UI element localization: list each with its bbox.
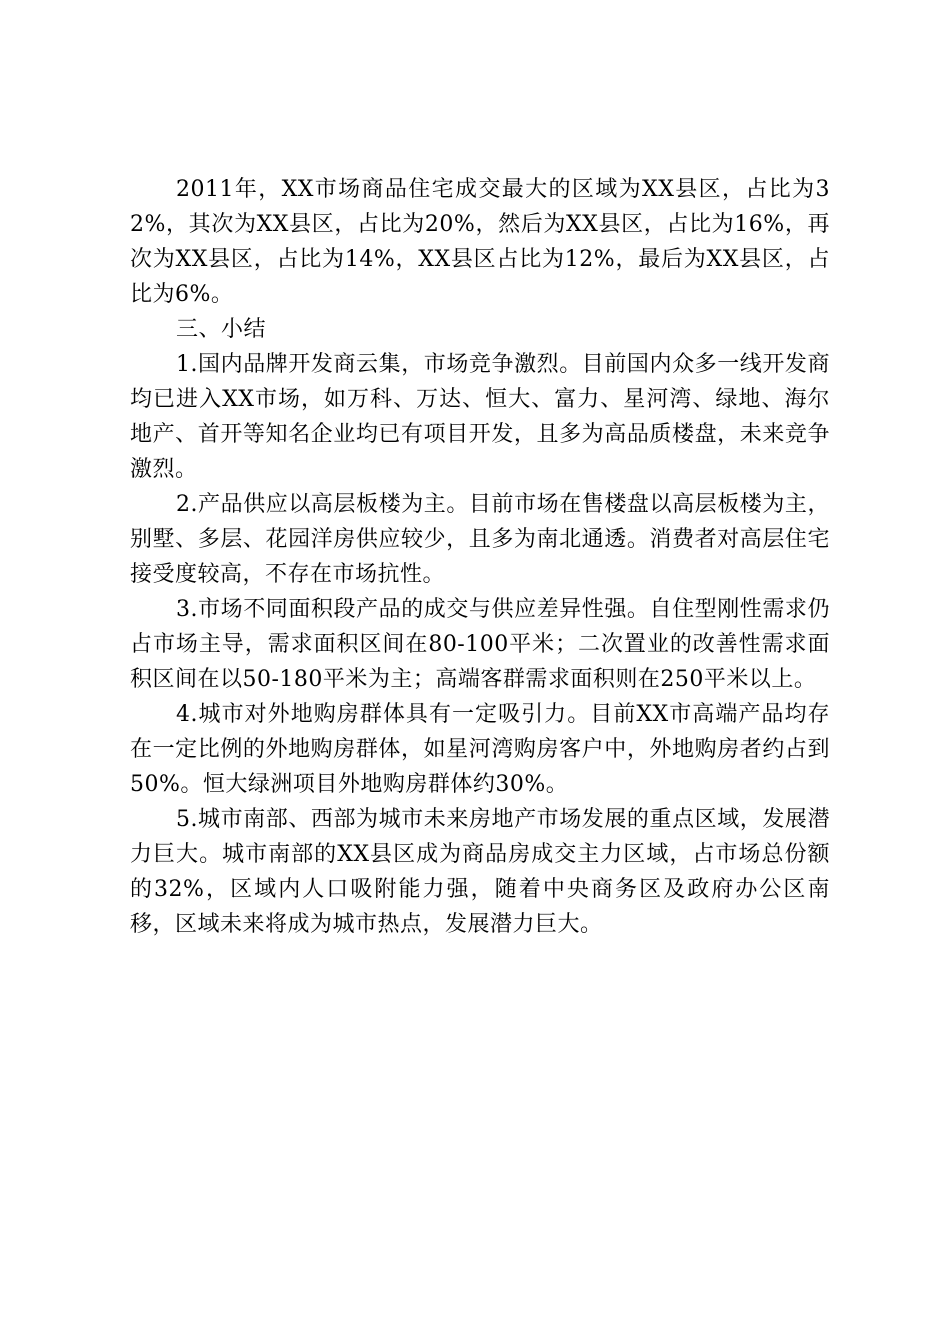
summary-item-2: 2.产品供应以高层板楼为主。目前市场在售楼盘以高层板楼为主，别墅、多层、花园洋房供应较少，且多为南北通透。消费者对高层住宅接受度较高，不存在市场抗性。 — [130, 492, 830, 587]
summary-item-5: 5.城市南部、西部为城市未来房地产市场发展的重点区域，发展潜力巨大。城市南部的XX县区成为商品房成交主力区域，占市场总份额的32%，区域内人口吸附能力强，随着中央商务区及政府办公区南移，区域未来将成为城市热点，发展潜力巨大。 — [130, 807, 830, 937]
intro-paragraph: 2011年，XX市场商品住宅成交最大的区域为XX县区，占比为32%，其次为XX县区，占比为20%，然后为XX县区，占比为16%，再次为XX县区，占比为14%，XX县区占比为12%，最后为XX县区，占比为6%。 — [130, 177, 830, 307]
summary-item-4: 4.城市对外地购房群体具有一定吸引力。目前XX市高端产品均存在一定比例的外地购房群体，如星河湾购房客户中，外地购房者约占到50%。恒大绿洲项目外地购房群体约30%。 — [130, 702, 830, 797]
section-heading: 三、小结 — [176, 317, 267, 342]
summary-item-1: 1.国内品牌开发商云集，市场竞争激烈。目前国内众多一线开发商均已进入XX市场，如万科、万达、恒大、富力、星河湾、绿地、海尔地产、首开等知名企业均已有项目开发，且多为高品质楼盘，未来竞争激烈。 — [130, 352, 830, 482]
summary-item-3: 3.市场不同面积段产品的成交与供应差异性强。自住型刚性需求仍占市场主导，需求面积区间在80-100平米；二次置业的改善性需求面积区间在以50-180平米为主；高端客群需求面积则在250平米以上。 — [130, 597, 830, 692]
document-body — [130, 172, 830, 942]
